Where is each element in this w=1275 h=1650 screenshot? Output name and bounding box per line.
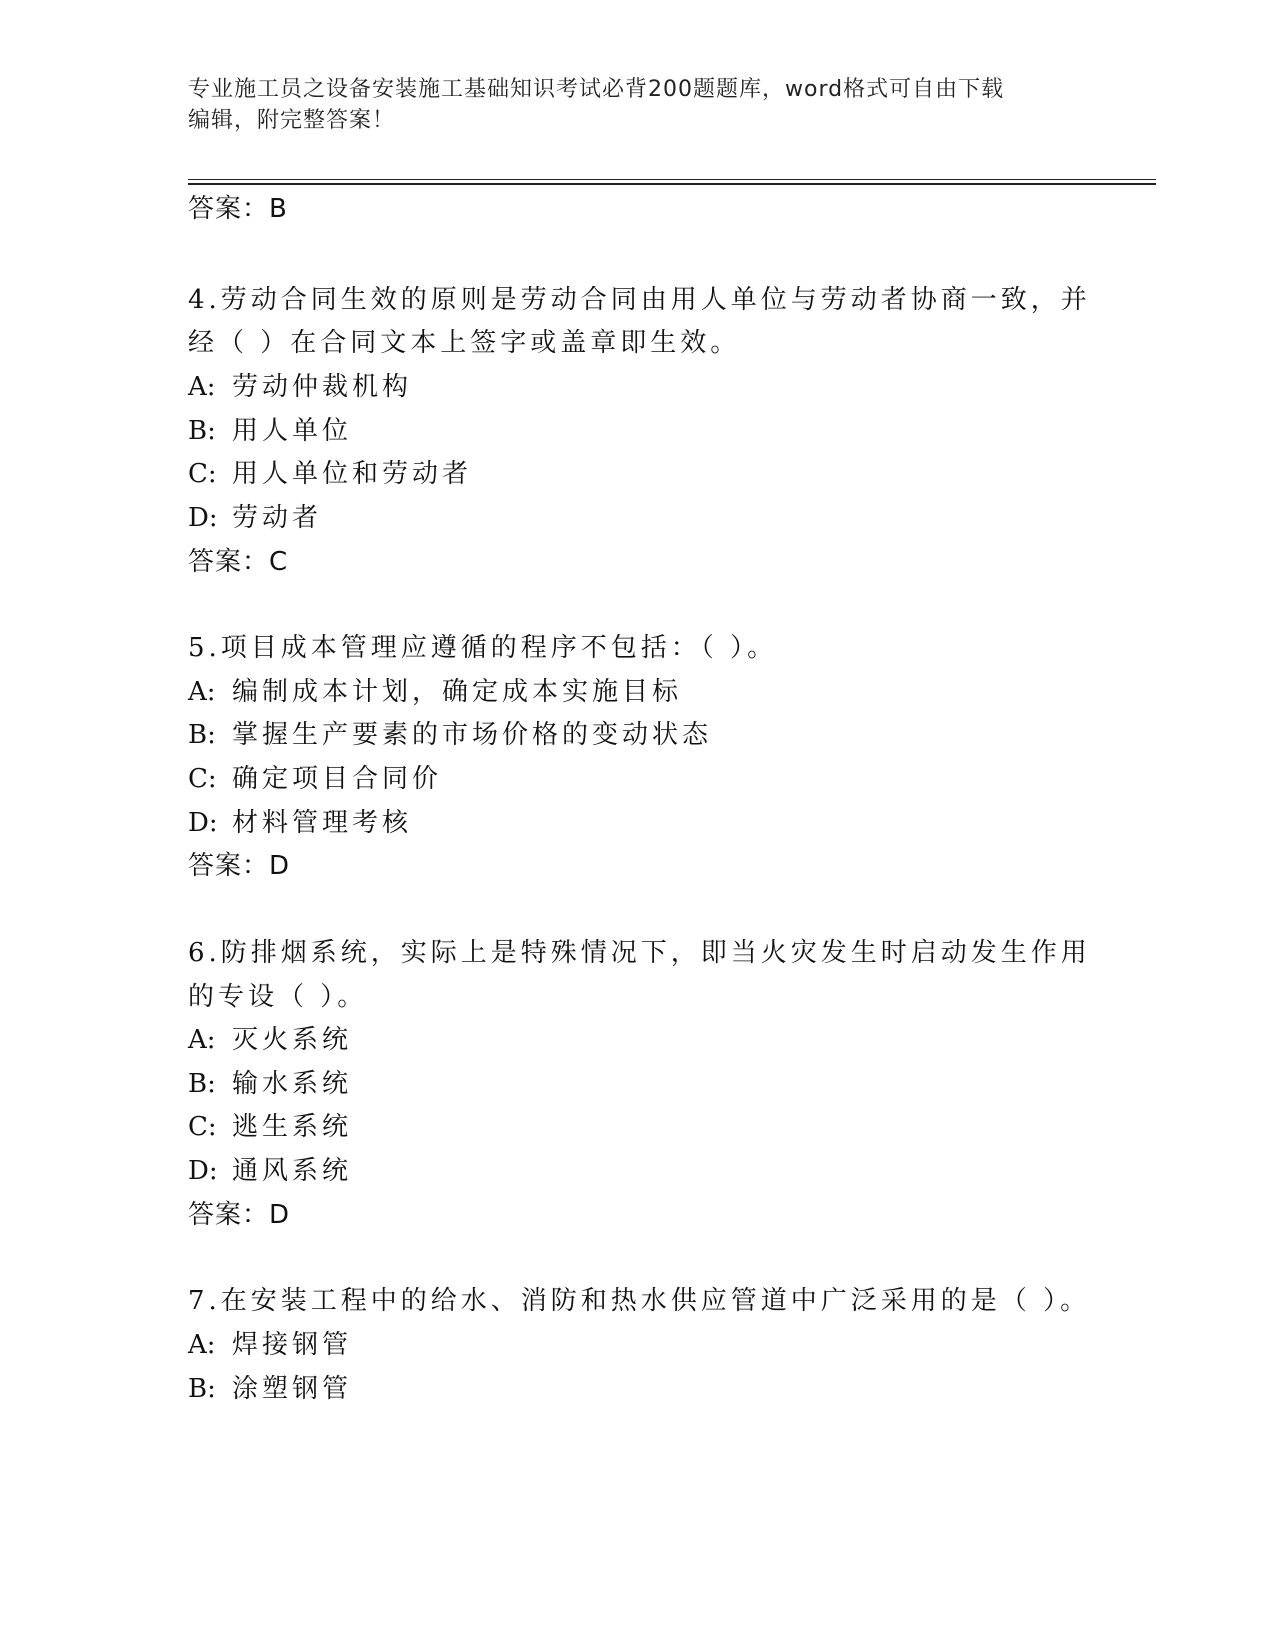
option-key: D: — [188, 503, 218, 533]
question-4-stem-line-1: 4.劳动合同生效的原则是劳动合同由用人单位与劳动者协商一致，并 — [188, 285, 1091, 315]
header-line-2: 编辑，附完整答案！ — [188, 108, 396, 133]
option-key: B: — [188, 416, 216, 446]
question-5-option-a — [188, 675, 682, 709]
option-text: 劳动者 — [232, 503, 323, 533]
option-key: A: — [188, 1330, 216, 1360]
document-header — [188, 74, 1078, 136]
header-divider-thick — [188, 183, 1156, 185]
question-5-option-d — [188, 806, 412, 840]
option-key: A: — [188, 677, 216, 707]
option-text: 通风系统 — [232, 1156, 353, 1186]
question-7-stem-line-1: 7.在安装工程中的给水、消防和热水供应管道中广泛采用的是（ ）。 — [188, 1286, 1091, 1316]
question-4-option-d — [188, 501, 322, 535]
question-7-option-a — [188, 1328, 352, 1362]
question-6-stem-line-2: 的专设（ ）。 — [188, 982, 368, 1012]
question-4-answer: 答案：C — [188, 547, 289, 577]
question-6-option-a — [188, 1023, 352, 1057]
option-text: 输水系统 — [232, 1069, 353, 1099]
option-key: C: — [188, 1112, 217, 1142]
header-divider-thin — [188, 179, 1156, 180]
question-5-option-c — [188, 762, 442, 796]
question-7-option-b — [188, 1372, 352, 1406]
option-text: 材料管理考核 — [232, 808, 413, 838]
question-6-answer: 答案：D — [188, 1200, 291, 1230]
option-text: 涂塑钢管 — [232, 1374, 353, 1404]
question-5-answer: 答案：D — [188, 851, 291, 881]
question-6-option-d — [188, 1154, 352, 1188]
option-text: 逃生系统 — [232, 1112, 353, 1142]
question-5-stem-line-1: 5.项目成本管理应遵循的程序不包括：（ ）。 — [188, 633, 778, 663]
option-text: 掌握生产要素的市场价格的变动状态 — [232, 720, 713, 750]
question-4-option-c — [188, 457, 472, 491]
option-text: 确定项目合同价 — [232, 764, 443, 794]
option-key: C: — [188, 764, 217, 794]
option-key: C: — [188, 459, 217, 489]
option-key: B: — [188, 1374, 216, 1404]
question-5-option-b — [188, 718, 712, 752]
question-4-option-a — [188, 370, 412, 404]
question-6-option-c — [188, 1110, 352, 1144]
option-text: 灭火系统 — [232, 1025, 353, 1055]
option-key: A: — [188, 1025, 216, 1055]
option-key: D: — [188, 808, 218, 838]
option-key: D: — [188, 1156, 218, 1186]
option-text: 焊接钢管 — [232, 1330, 353, 1360]
question-6-option-b — [188, 1067, 352, 1101]
option-text: 用人单位 — [232, 416, 353, 446]
option-text: 编制成本计划，确定成本实施目标 — [232, 677, 683, 707]
option-text: 用人单位和劳动者 — [232, 459, 473, 489]
question-4-option-b — [188, 414, 352, 448]
option-text: 劳动仲裁机构 — [232, 372, 413, 402]
header-line-1: 专业施工员之设备安装施工基础知识考试必背200题题库，word格式可自由下载 — [188, 77, 1005, 102]
question-4-stem-line-2: 经（ ）在合同文本上签字或盖章即生效。 — [188, 328, 741, 358]
question-6-stem-line-1: 6.防排烟系统，实际上是特殊情况下，即当火灾发生时启动发生作用 — [188, 938, 1091, 968]
option-key: B: — [188, 720, 216, 750]
answer-prev-question: 答案：B — [188, 194, 288, 224]
option-key: B: — [188, 1069, 216, 1099]
option-key: A: — [188, 372, 216, 402]
